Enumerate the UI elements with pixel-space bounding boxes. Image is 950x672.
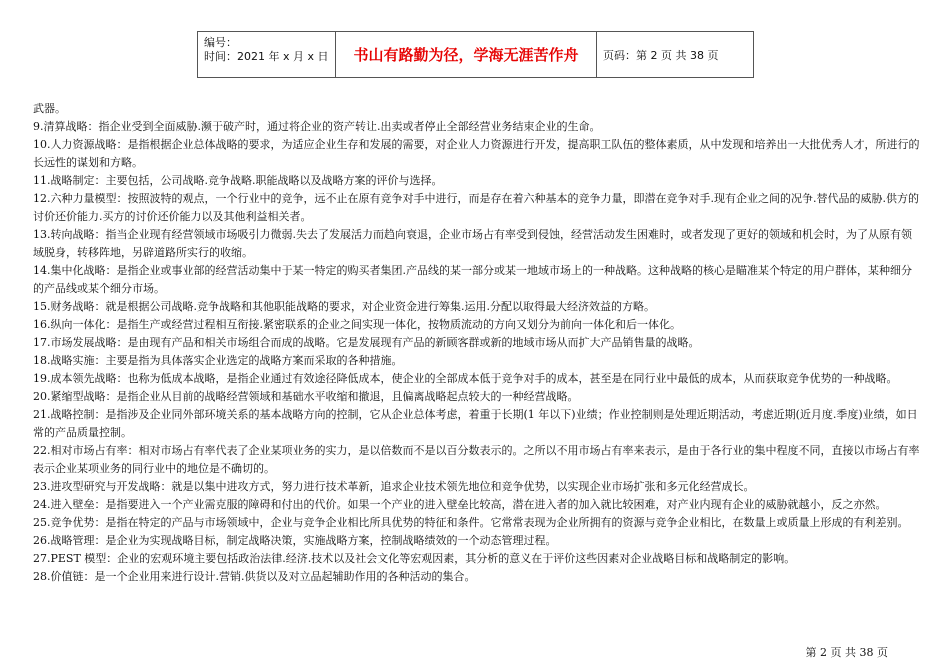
paragraph: 18.战略实施：主要是指为具体落实企业选定的战略方案而采取的各种措施。: [33, 354, 403, 367]
paragraph: 28.价值链：是一个企业用来进行设计.营销.供货以及对立品起辅助作用的各种活动的集合。: [33, 570, 476, 583]
paragraph: 20.紧缩型战略：是指企业从目前的战略经营领域和基础水平收缩和撤退，且偏离战略起点较大的一种经营战略。: [33, 390, 579, 403]
paragraph: 13.转向战略：指当企业现有经营领域市场吸引力微弱.失去了发展活力而趋向衰退，企业市场占有率受到侵蚀，经营活动发生困难时，或者发现了更好的领域和机会时，为了从原有领域脱身，转移阵地，另辟道路所实行的收缩。: [33, 228, 912, 259]
paragraph: 15.财务战略：就是根据公司战略.竞争战略和其他职能战略的要求，对企业资金进行筹集.运用.分配以取得最大经济效益的方略。: [33, 300, 655, 313]
paragraph: 16.纵向一体化：是指生产或经营过程相互衔接.紧密联系的企业之间实现一体化，按物质流动的方向又划分为前向一体化和后一体化。: [33, 318, 681, 331]
number-label: 编号：: [204, 36, 237, 49]
paragraph: 12.六种力量模型：按照波特的观点，一个行业中的竞争，远不止在原有竞争对手中进行，而是存在着六种基本的竞争力量，即潜在竞争对手.现有企业之间的况争.替代品的威胁.供方的讨价还价能力.买方的讨价还价能力以及其他利益相关者。: [33, 192, 919, 223]
document-body: [33, 100, 921, 586]
header-meta-cell: [198, 32, 336, 77]
paragraph: 17.市场发展战略：是由现有产品和相关市场组合而成的战略。它是发展现有产品的新顾客群或新的地域市场从而扩大产品销售量的战略。: [33, 336, 700, 349]
paragraph: 23.进攻型研究与开发战略：就是以集中进攻方式，努力进行技术革新，追求企业技术领先地位和竞争优势，以实现企业市场扩张和多元化经营成长。: [33, 480, 755, 493]
header-slogan: 书山有路勤为径，学海无涯苦作舟: [336, 32, 597, 77]
paragraph: 10.人力资源战略：是指根据企业总体战略的要求，为适应企业生存和发展的需要，对企业人力资源进行开发，提高职工队伍的整体素质，从中发现和培养出一大批优秀人才，所进行的长远性的谋划和方略。: [33, 138, 920, 169]
paragraph: 26.战略管理：是企业为实现战略目标，制定战略决策，实施战略方案，控制战略绩效的一个动态管理过程。: [33, 534, 557, 547]
paragraph: 22.相对市场占有率：相对市场占有率代表了企业某项业务的实力，是以倍数而不是以百分数表示的。之所以不用市场占有率来表示，是由于各行业的集中程度不同，直接以市场占有率表示企业某项业务的同行业中的地位是不确切的。: [33, 444, 920, 475]
page-footer: 第 2 页 共 38 页: [805, 646, 888, 659]
paragraph: 24.进入壁垒：是指要进入一个产业需克服的障碍和付出的代价。如果一个产业的进入壁垒比较高，潜在进入者的加入就比较困难，对产业内现有企业的威胁就越小，反之亦然。: [33, 498, 887, 511]
paragraph: 25.竞争优势：是指在特定的产品与市场领域中，企业与竞争企业相比所具优势的特征和条件。它常常表现为企业所拥有的资源与竞争企业相比，在数量上或质量上形成的有利差别。: [33, 516, 909, 529]
document-header-table: [197, 31, 754, 78]
paragraph: 27.PEST 模型：企业的宏观环境主要包括政治法律.经济.技术以及社会文化等宏观因素，其分析的意义在于评价这些因素对企业战略目标和战略制定的影响。: [33, 552, 796, 565]
paragraph: 11.战略制定：主要包括，公司战略.竞争战略.职能战略以及战略方案的评价与选择。: [33, 174, 443, 187]
paragraph: 9.清算战略：指企业受到全面威胁.濒于破产时，通过将企业的资产转让.出卖或者停止全部经营业务结束企业的生命。: [33, 120, 601, 133]
paragraph: 19.成本领先战略：也称为低成本战略，是指企业通过有效途径降低成本，使企业的全部成本低于竞争对手的成本，甚至是在同行业中最低的成本，从而获取竞争优势的一种战略。: [33, 372, 898, 385]
time-label: 时间：2021 年 x 月 x 日: [204, 50, 329, 63]
header-page-info: 页码：第 2 页 共 38 页: [603, 48, 719, 62]
paragraph: 武器。: [33, 102, 66, 115]
paragraph: 21.战略控制：是指涉及企业同外部环境关系的基本战略方向的控制，它从企业总体考虑，着重于长期(1 年以下)业绩；作业控制则是处理近期活动，考虑近期(近月度.季度)业绩，如日常的产品质量控制。: [33, 408, 918, 439]
paragraph: 14.集中化战略：是指企业或事业部的经营活动集中于某一特定的购买者集团.产品线的某一部分或某一地域市场上的一种战略。这种战略的核心是瞄准某个特定的用户群体，某种细分的产品线或某个细分市场。: [33, 264, 912, 295]
